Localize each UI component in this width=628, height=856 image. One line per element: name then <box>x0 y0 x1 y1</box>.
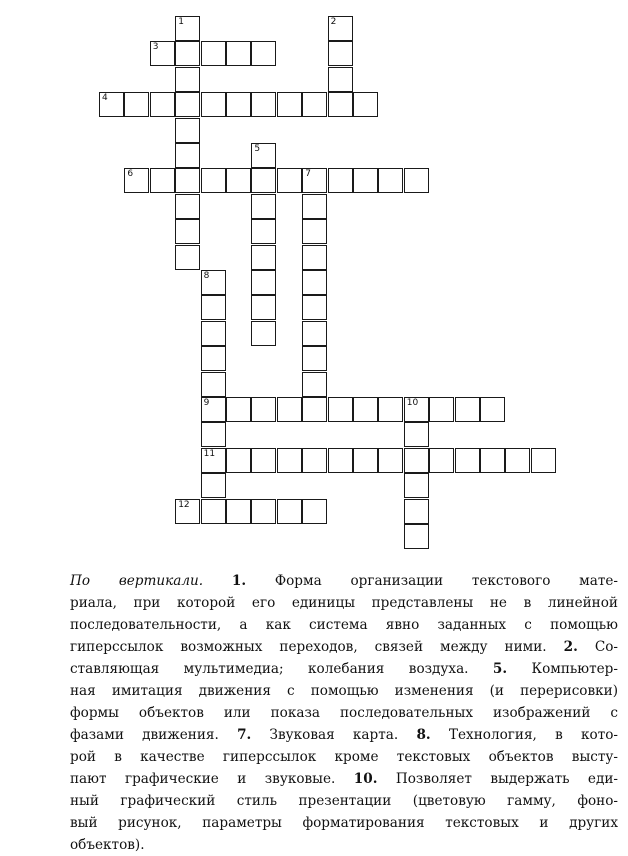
clue-text-line <box>70 812 618 834</box>
crossword-cell <box>201 270 226 295</box>
crossword-cell <box>201 473 226 498</box>
clue-text-line <box>70 724 618 746</box>
crossword-cell <box>353 448 378 473</box>
clue-number-10: 10 <box>406 398 419 408</box>
crossword-cell <box>201 168 226 193</box>
crossword-cell <box>175 143 200 168</box>
crossword-cell <box>226 448 251 473</box>
crossword-cell <box>328 168 353 193</box>
clue-number-label: 1. <box>231 573 247 589</box>
clue-text-line <box>70 768 618 790</box>
clue-text: Позволяет выдержать еди- <box>377 771 618 787</box>
crossword-cell <box>277 448 302 473</box>
clue-number-9: 9 <box>203 398 210 408</box>
crossword-cell <box>277 168 302 193</box>
crossword-cell <box>99 92 124 117</box>
crossword-cell <box>201 372 226 397</box>
clue-number-label: 10. <box>353 771 378 787</box>
crossword-cell <box>480 397 505 422</box>
crossword-cell <box>404 422 429 447</box>
crossword-cell <box>328 92 353 117</box>
clue-number-1: 1 <box>178 17 184 27</box>
clue-text: ный графический стиль презентации (цветовую гамму, фоно- <box>70 793 618 809</box>
crossword-cell <box>302 168 327 193</box>
crossword-cell <box>175 67 200 92</box>
crossword-cell <box>404 499 429 524</box>
crossword-cell <box>201 346 226 371</box>
clue-text-line <box>70 702 618 724</box>
crossword-cell <box>175 499 200 524</box>
crossword-cell <box>302 321 327 346</box>
crossword-cell <box>150 92 175 117</box>
crossword-cell <box>378 168 403 193</box>
crossword-cell <box>201 422 226 447</box>
crossword-cell <box>277 397 302 422</box>
crossword-cell <box>353 92 378 117</box>
clues-heading: По вертикали. <box>70 573 204 589</box>
clue-text-line <box>70 636 618 658</box>
clue-number-7: 7 <box>305 169 311 180</box>
crossword-cell <box>150 168 175 193</box>
clue-text <box>203 573 232 589</box>
crossword-cell <box>404 473 429 498</box>
clue-text: ная имитация движения с помощью изменения (и перерисовки) <box>70 683 618 699</box>
clue-text: гиперссылок возможных переходов, связей между ними. <box>70 639 564 655</box>
crossword-cell <box>378 448 403 473</box>
clue-text-line <box>70 680 618 702</box>
clue-number-label: 2. <box>563 639 578 655</box>
clue-text-line <box>70 592 618 614</box>
clue-text: последовательности, а как система явно заданных с помощью <box>70 617 618 633</box>
crossword-cell <box>201 321 226 346</box>
crossword-cell <box>226 92 251 117</box>
crossword-cell <box>302 499 327 524</box>
crossword-cell <box>404 397 429 422</box>
crossword-cell <box>302 295 327 320</box>
clue-text-line <box>70 658 618 680</box>
crossword-cell <box>353 397 378 422</box>
clue-text: Технология, в кото- <box>430 727 618 743</box>
crossword-cell <box>251 168 276 193</box>
crossword-cell <box>404 524 429 549</box>
crossword-cell <box>277 92 302 117</box>
crossword-cell <box>175 168 200 193</box>
clue-number-8: 8 <box>203 271 210 281</box>
clue-text-line <box>70 614 618 636</box>
crossword-cell <box>455 448 480 473</box>
clue-text: вый рисунок, параметры форматирования текстовых и других <box>70 815 618 831</box>
clue-text-line <box>70 570 618 592</box>
crossword-cell <box>302 346 327 371</box>
crossword-cell <box>175 194 200 219</box>
crossword-cell <box>201 92 226 117</box>
crossword-cell <box>353 168 378 193</box>
clue-number-3: 3 <box>152 42 159 53</box>
clue-text: Звуковая карта. <box>251 727 417 743</box>
clue-text: рой в качестве гиперссылок кроме текстовых объектов высту- <box>70 749 618 765</box>
crossword-cell <box>175 245 200 270</box>
clue-number-5: 5 <box>254 144 261 154</box>
crossword-cell <box>302 448 327 473</box>
crossword-cell <box>226 168 251 193</box>
crossword-cell <box>302 245 327 270</box>
clue-text: объектов). <box>70 837 145 853</box>
clue-text-line <box>70 834 618 856</box>
crossword-cell <box>480 448 505 473</box>
clue-number-11: 11 <box>203 448 216 459</box>
clues-vertical <box>70 570 618 856</box>
crossword-cell <box>226 499 251 524</box>
crossword-cell <box>150 41 175 66</box>
crossword-cell <box>124 168 149 193</box>
clue-number-4: 4 <box>102 93 108 104</box>
crossword-cell <box>201 397 226 422</box>
crossword-cell <box>251 194 276 219</box>
crossword-cell <box>505 448 530 473</box>
crossword-cell <box>328 397 353 422</box>
crossword-cell <box>531 448 556 473</box>
crossword-cell <box>226 397 251 422</box>
crossword-cell <box>124 92 149 117</box>
crossword-cell <box>226 41 251 66</box>
clue-number-label: 5. <box>492 661 508 677</box>
clue-text: Со- <box>577 639 618 655</box>
clue-text: пают графические и звуковые. <box>70 771 354 787</box>
clue-text: ставляющая мультимедиа; колебания воздуха. <box>70 661 493 677</box>
crossword-cell <box>302 92 327 117</box>
crossword-cell <box>404 448 429 473</box>
crossword-cell <box>251 499 276 524</box>
clue-number-6: 6 <box>127 169 134 180</box>
crossword-cell <box>251 143 276 168</box>
clue-number-12: 12 <box>178 499 190 510</box>
crossword-cell <box>251 321 276 346</box>
clue-text-line <box>70 746 618 768</box>
crossword-cell <box>175 16 200 41</box>
crossword-cell <box>201 295 226 320</box>
crossword-cell <box>251 270 276 295</box>
crossword-cell <box>302 270 327 295</box>
crossword-cell <box>251 219 276 244</box>
crossword-cell <box>175 219 200 244</box>
clue-text-line <box>70 790 618 812</box>
crossword-cell <box>175 92 200 117</box>
clue-text: Форма организации текстового мате- <box>246 573 618 589</box>
crossword-cell <box>175 41 200 66</box>
crossword-cell <box>201 41 226 66</box>
crossword-cell <box>328 67 353 92</box>
crossword-cell <box>251 397 276 422</box>
crossword-cell <box>302 194 327 219</box>
crossword-cell <box>302 397 327 422</box>
clue-number-label: 7. <box>237 727 252 743</box>
clue-text: фазами движения. <box>70 727 238 743</box>
crossword-cell <box>201 448 226 473</box>
clue-text: формы объектов или показа последовательных изображений с <box>70 705 618 721</box>
crossword-cell <box>251 448 276 473</box>
crossword-cell <box>328 448 353 473</box>
crossword-cell <box>302 372 327 397</box>
crossword-cell <box>251 41 276 66</box>
crossword-cell <box>302 219 327 244</box>
crossword-cell <box>328 41 353 66</box>
crossword-cell <box>175 118 200 143</box>
crossword-cell <box>251 245 276 270</box>
clue-text: риала, при которой его единицы представлены не в линейной <box>70 595 618 611</box>
crossword-cell <box>404 168 429 193</box>
clue-number-2: 2 <box>330 17 337 27</box>
crossword-cell <box>455 397 480 422</box>
crossword-cell <box>251 295 276 320</box>
crossword-cell <box>328 16 353 41</box>
crossword-cell <box>429 448 454 473</box>
crossword-cell <box>201 499 226 524</box>
crossword-cell <box>251 92 276 117</box>
crossword-cell <box>277 499 302 524</box>
clue-text: Компьютер- <box>507 661 618 677</box>
crossword-cell <box>378 397 403 422</box>
crossword-cell <box>429 397 454 422</box>
clue-number-label: 8. <box>416 727 431 743</box>
